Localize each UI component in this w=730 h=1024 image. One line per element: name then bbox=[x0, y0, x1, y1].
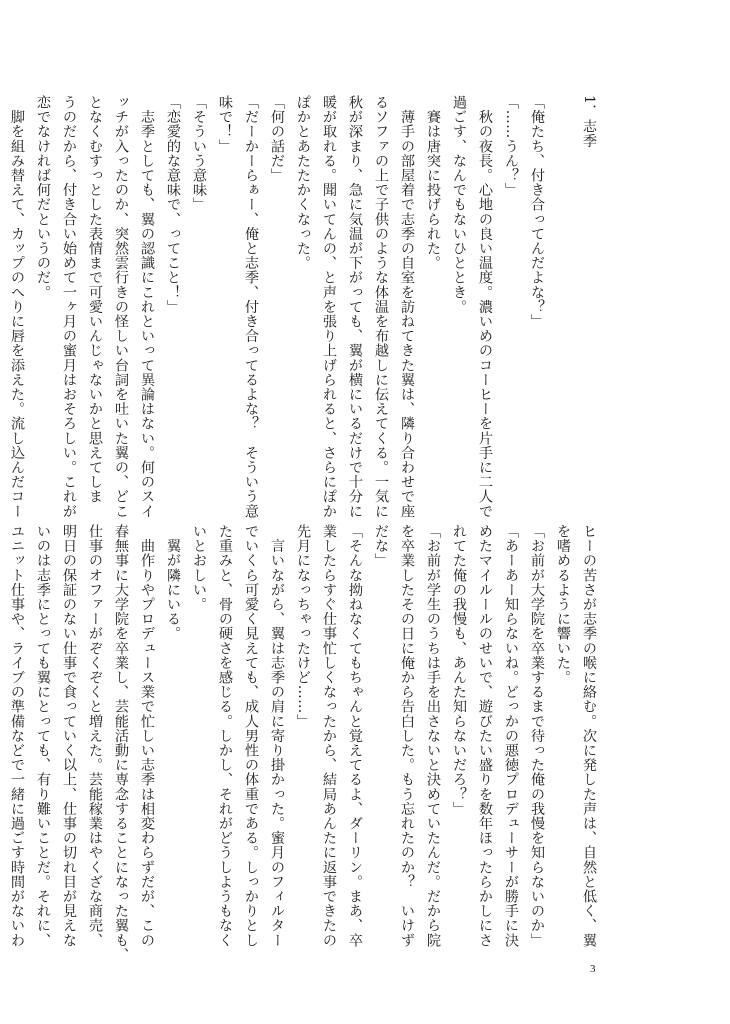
text-line: 薄手の部屋着で志季の自室を訪ねてきた翼は、隣り合わせで座 bbox=[399, 95, 415, 519]
text-line: だな」 bbox=[373, 524, 389, 568]
text-line: でいくら可愛く見えても、成人男性の体重である。しっかりとし bbox=[243, 524, 259, 948]
text-line: 翼が隣にいる。 bbox=[165, 524, 181, 641]
text-line: 味で！」 bbox=[217, 95, 233, 154]
text-line: を卒業したその日に俺から告白した。もう忘れたのか？ いけず bbox=[399, 524, 415, 948]
upper-text-block bbox=[9, 95, 602, 519]
text-line: 秋の夜長。心地の良い温度。濃いめのコーヒーを片手に二人で bbox=[477, 95, 493, 519]
text-line: ッチが入ったのか、突然雲行きの怪しい台詞を吐いた翼の、どこ bbox=[113, 95, 129, 519]
text-line: うのだから、付き合い始めて一ヶ月の蜜月はおそろしい。これが bbox=[61, 95, 77, 519]
text-line: 「お前が学生のうちは手を出さないと決めていたんだ。だから院 bbox=[425, 524, 441, 948]
text-line: 脚を組み替えて、カップのへりに唇を添えた。流し込んだコー bbox=[9, 95, 25, 519]
text-line: るソファの上で子供のような体温を布越しに伝えてくる。一気に bbox=[373, 95, 389, 519]
text-line: いのは志季にとっても翼にとっても、有り難いことだ。それに、 bbox=[35, 524, 51, 948]
text-line: 「恋愛的な意味で、ってこと！」 bbox=[165, 95, 181, 314]
text-line: 言いながら、翼は志季の肩に寄り掛かった。蜜月のフィルター bbox=[269, 524, 285, 948]
text-line: 秋が深まり、急に気温が下がっても、翼が横にいるだけで十分に bbox=[347, 95, 363, 519]
text-line: れてた俺の我慢も、あんた知らないだろ？」 bbox=[451, 524, 467, 816]
text-line: 賽は唐突に投げられた。 bbox=[425, 95, 441, 271]
text-line: 「お前が大学院を卒業するまで待った俺の我慢を知らないのか」 bbox=[529, 524, 545, 948]
text-line: 先月になっちゃったけど……」 bbox=[295, 524, 311, 729]
text-line: 「……うん？」 bbox=[503, 95, 519, 198]
text-line: ユニット仕事や、ライブの準備などで一緒に過ごす時間がないわ bbox=[9, 524, 25, 948]
chapter-title: 1．志季 bbox=[581, 95, 597, 149]
text-line: ヒーの苦さが志季の喉に絡む。次に発した声は、自然と低く、翼 bbox=[581, 524, 597, 948]
text-line: めたマイルールのせいで、遊びたい盛りを数年ほったらかしにさ bbox=[477, 524, 493, 948]
text-line: 暖が取れる。聞いてんの、と声を張り上げられると、さらにぽか bbox=[321, 95, 337, 519]
text-line: 春無事に大学院を卒業し、芸能活動に専念することになった翼も、 bbox=[113, 524, 129, 962]
text-line: 「そんな拗ねなくてもちゃんと覚えてるよ、ダーリン。まあ、卒 bbox=[347, 524, 363, 948]
lower-text-block bbox=[9, 524, 602, 962]
text-line: 「何の話だ」 bbox=[269, 95, 285, 183]
text-line: 明日の保証のない仕事で食っていく以上、仕事の切れ目が見えな bbox=[61, 524, 77, 948]
text-line: 仕事のオファーがぞくぞくと増えた。芸能稼業はやくざな商売、 bbox=[87, 524, 103, 948]
text-line: 恋でなければ何だというのだ。 bbox=[35, 95, 51, 300]
text-line: いとおしい。 bbox=[191, 524, 207, 612]
text-line: ぽかとあたたかくなった。 bbox=[295, 95, 311, 271]
text-line: 志季としても、翼の認識にこれといって異論はない。何のスイ bbox=[139, 95, 155, 519]
page-number: 3 bbox=[590, 963, 596, 975]
text-line: 「そういう意味」 bbox=[191, 95, 207, 212]
text-line: を嗜めるように響いた。 bbox=[555, 524, 571, 685]
text-line: 曲作りやプロデュース業で忙しい志季は相変わらずだが、この bbox=[139, 524, 155, 948]
text-line: た重みと、骨の硬さを感じる。しかし、それがどうしようもなく bbox=[217, 524, 233, 948]
text-line: 「俺たち、付き合ってんだよな？」 bbox=[529, 95, 545, 329]
text-line: 「あーあー知らないね。どっかの悪徳プロデューサーが勝手に決 bbox=[503, 524, 519, 948]
text-line: 「だーかーらぁー、俺と志季、付き合ってるよな？ そういう意 bbox=[243, 95, 259, 519]
text-line: 過ごす、なんでもないひととき。 bbox=[451, 95, 467, 314]
text-line: となくむすっとした表情まで可愛いんじゃないかと思えてしま bbox=[87, 95, 103, 504]
text-line: 業したらすぐ仕事忙しくなったから、結局あんたに返事できたの bbox=[321, 524, 337, 948]
